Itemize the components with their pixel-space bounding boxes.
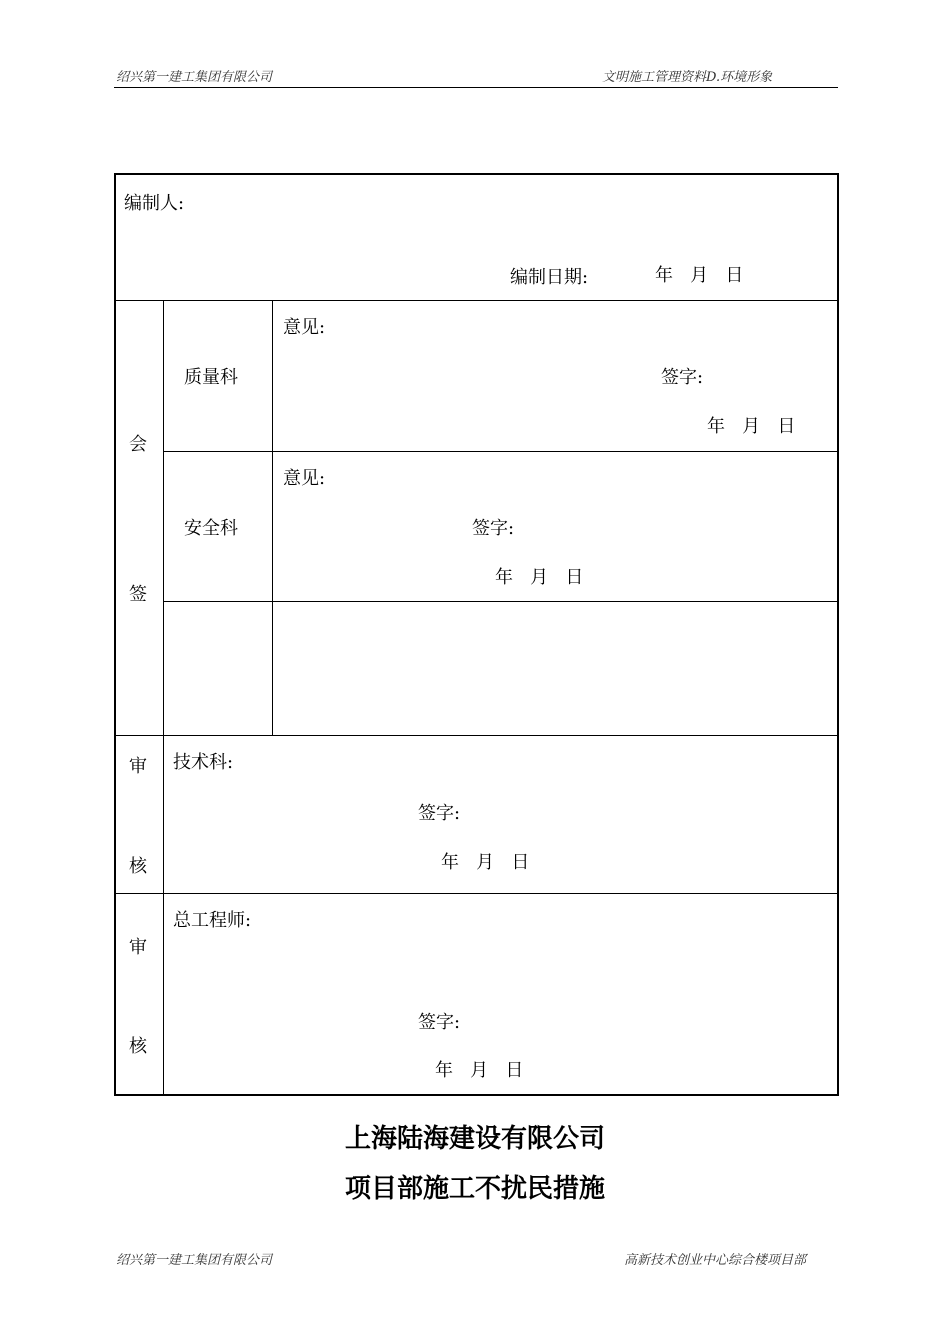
tech-date: 年 月 日: [441, 852, 530, 873]
countersign-char-2: 签: [129, 584, 147, 605]
quality-signature-label: 签字:: [661, 367, 704, 388]
row-divider-safety: [163, 601, 837, 602]
safety-date: 年 月 日: [495, 567, 584, 588]
row-divider-tech-review: [116, 893, 837, 894]
chief-review-char-1: 审: [129, 937, 147, 958]
safety-opinion-label: 意见:: [283, 468, 326, 489]
tech-signature-label: 签字:: [418, 803, 461, 824]
compile-date-value: 年 月 日: [655, 265, 744, 286]
safety-dept-label: 安全科: [184, 518, 238, 539]
chief-engineer-label: 总工程师:: [173, 910, 252, 931]
quality-opinion-label: 意见:: [283, 317, 326, 338]
footer-project-dept: 高新技术创业中心综合楼项目部: [624, 1253, 807, 1268]
quality-dept-label: 质量科: [184, 367, 238, 388]
tech-review-char-1: 审: [129, 756, 147, 777]
row-divider-countersign: [116, 735, 837, 736]
col-divider-label: [163, 300, 164, 1094]
compiler-label: 编制人:: [124, 193, 185, 214]
chief-signature-label: 签字:: [418, 1012, 461, 1033]
countersign-char-1: 会: [129, 434, 147, 455]
footer-company: 绍兴第一建工集团有限公司: [116, 1253, 273, 1268]
header-company: 绍兴第一建工集团有限公司: [116, 70, 273, 85]
row-divider-quality: [163, 451, 837, 452]
tech-dept-label: 技术科:: [173, 752, 234, 773]
col-divider-dept: [272, 300, 273, 735]
header-divider: [114, 87, 838, 88]
quality-date: 年 月 日: [707, 416, 796, 437]
header-doc-category: 文明施工管理资料D.环境形象: [602, 70, 773, 85]
chief-date: 年 月 日: [435, 1060, 524, 1081]
document-title: 项目部施工不扰民措施: [344, 1174, 605, 1204]
row-divider-compiler: [116, 300, 837, 301]
safety-signature-label: 签字:: [472, 518, 515, 539]
company-title: 上海陆海建设有限公司: [344, 1124, 605, 1154]
compile-date-label: 编制日期:: [510, 267, 589, 288]
tech-review-char-2: 核: [129, 856, 147, 877]
approval-form-table: [114, 173, 839, 1096]
chief-review-char-2: 核: [129, 1036, 147, 1057]
